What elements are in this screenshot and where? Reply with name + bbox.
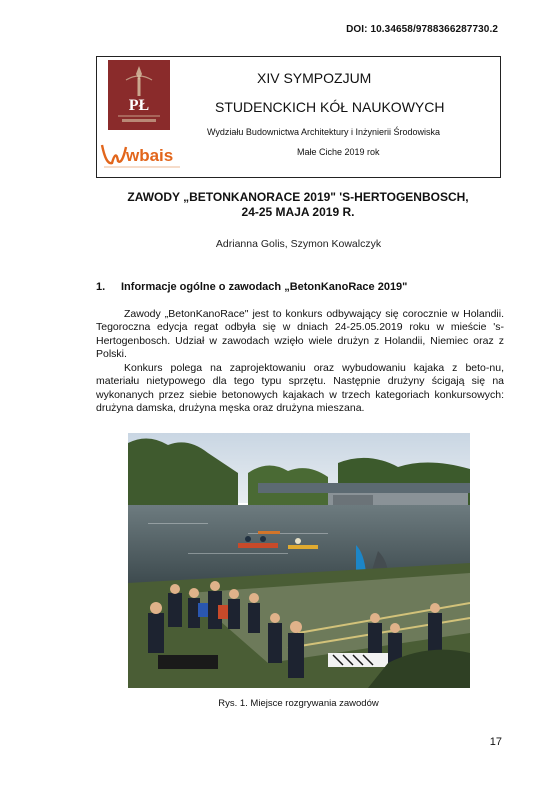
pl-university-logo bbox=[108, 60, 170, 130]
section-title: Informacje ogólne o zawodach „BetonKanoRace 2019" bbox=[121, 281, 408, 293]
paper-title-line2: 24-25 MAJA 2019 R. bbox=[241, 205, 355, 219]
symposium-header bbox=[96, 56, 501, 178]
paragraph-1: Zawody „BetonKanoRace" jest to konkurs odbywający się corocznie w Holandii. Tegoroczna edycja regat odbyła się w dniach 24-25.05.2019 roku w mieście 's-Hertogenbosch. Udział w zawodach wzięło wiele drużyn z Holandii, Niemiec oraz z Polski. bbox=[96, 308, 504, 361]
symposium-title-line1: XIV SYMPOZJUM bbox=[257, 70, 372, 86]
faculty-name: Wydziału Budownictwa Architektury i Inżynierii Środowiska bbox=[207, 127, 441, 137]
figure-caption: Rys. 1. Miejsce rozgrywania zawodów bbox=[218, 698, 379, 709]
section-number: 1. bbox=[96, 281, 106, 293]
paragraph-2: Konkurs polega na zaprojektowaniu oraz wybudowaniu kajaka z beto-nu, materiału nietypowego dla tego typu sprzętu. Następnie drużyny ścigają się na wykonanych przez siebie betonowych kajakach w trzech kategoriach konkursowych: drużyna damska, drużyna męska oraz drużyna mieszana. bbox=[96, 362, 504, 415]
pl-logo-text: PŁ bbox=[128, 97, 150, 114]
race-venue-photo bbox=[128, 433, 470, 688]
place-date: Małe Ciche 2019 rok bbox=[297, 147, 380, 157]
symposium-title-line2: STUDENCKICH KÓŁ NAUKOWYCH bbox=[215, 99, 445, 115]
wbais-logo bbox=[100, 139, 184, 171]
page-number: 17 bbox=[489, 736, 502, 748]
paper-title-line1: ZAWODY „BETONKANORACE 2019" 'S-HERTOGENBOSCH, bbox=[127, 190, 469, 204]
wbais-logo-text: wbais bbox=[126, 146, 174, 165]
section-heading bbox=[96, 281, 407, 293]
authors: Adrianna Golis, Szymon Kowalczyk bbox=[215, 238, 382, 250]
doi-label: DOI: 10.34658/9788366287730.2 bbox=[346, 24, 498, 35]
